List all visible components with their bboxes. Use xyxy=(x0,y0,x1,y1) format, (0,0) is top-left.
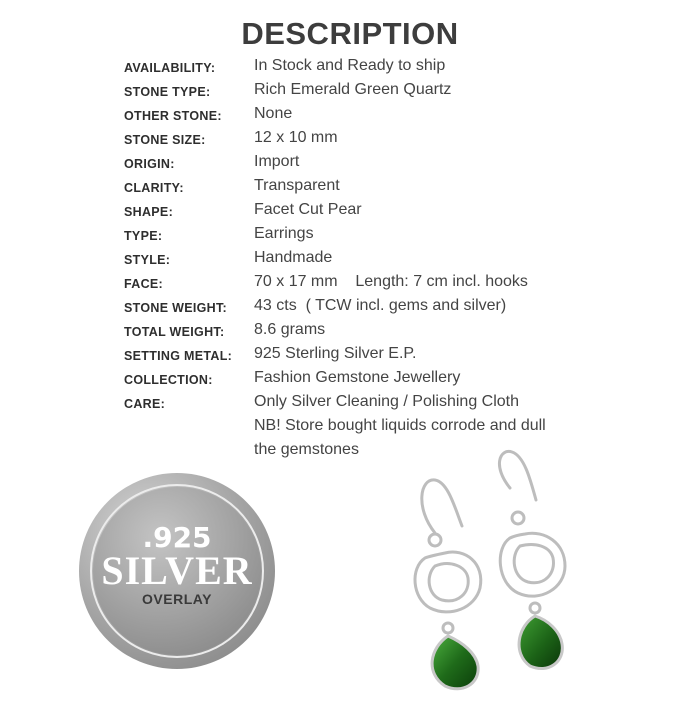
spec-label: COLLECTION: xyxy=(124,373,213,387)
spec-value: Facet Cut Pear xyxy=(254,201,362,218)
seal-silver-text: SILVER xyxy=(101,548,253,593)
spec-row-collection xyxy=(124,369,684,393)
spec-label: FACE: xyxy=(124,277,163,291)
spec-row-stone-weight xyxy=(124,297,684,321)
spec-value: 70 x 17 mm Length: 7 cm incl. hooks xyxy=(254,273,528,290)
spec-label: STONE WEIGHT: xyxy=(124,301,227,315)
spec-row-style xyxy=(124,249,684,273)
spec-value: 12 x 10 mm xyxy=(254,129,338,146)
spec-row-stone-type xyxy=(124,81,684,105)
spec-value: Earrings xyxy=(254,225,314,242)
earrings-graphic xyxy=(400,448,600,698)
spec-row-availability xyxy=(124,57,684,81)
spec-value: 43 cts ( TCW incl. gems and silver) xyxy=(254,297,507,314)
spec-value: None xyxy=(254,105,293,122)
seal-925-text: .925 xyxy=(142,521,212,554)
silver-overlay-seal xyxy=(77,471,277,671)
earrings-image xyxy=(400,448,600,698)
spec-label: STONE TYPE: xyxy=(124,85,211,99)
spec-row-clarity xyxy=(124,177,684,201)
spec-value: 925 Sterling Silver E.P. xyxy=(254,345,417,362)
spec-row-stone-size xyxy=(124,129,684,153)
page-title: DESCRIPTION xyxy=(241,16,459,51)
spec-value: 8.6 grams xyxy=(254,321,326,338)
spec-value: Import xyxy=(254,153,300,170)
spec-row-type xyxy=(124,225,684,249)
seal-overlay-text: OVERLAY xyxy=(142,591,212,607)
spec-row-total-weight xyxy=(124,321,684,345)
spec-row-face xyxy=(124,273,684,297)
spec-row-shape xyxy=(124,201,684,225)
care-note-line: NB! Store bought liquids corrode and dull xyxy=(254,417,546,434)
spec-value: In Stock and Ready to ship xyxy=(254,57,446,74)
spec-row-origin xyxy=(124,153,684,177)
spec-label: CARE: xyxy=(124,397,166,411)
spec-label: STYLE: xyxy=(124,253,171,267)
spec-value: Fashion Gemstone Jewellery xyxy=(254,369,461,386)
spec-label: STONE SIZE: xyxy=(124,133,206,147)
care-note-line: the gemstones xyxy=(254,441,359,458)
spec-label: SETTING METAL: xyxy=(124,349,233,363)
spec-label: TYPE: xyxy=(124,229,163,243)
spec-row-care-note xyxy=(124,417,684,441)
spec-label: OTHER STONE: xyxy=(124,109,222,123)
spec-value: Rich Emerald Green Quartz xyxy=(254,81,452,98)
spec-value: Only Silver Cleaning / Polishing Cloth xyxy=(254,393,520,410)
spec-value: Transparent xyxy=(254,177,340,194)
spec-label: ORIGIN: xyxy=(124,157,175,171)
spec-label: SHAPE: xyxy=(124,205,174,219)
spec-label: AVAILABILITY: xyxy=(124,61,216,75)
spec-list xyxy=(124,57,684,465)
spec-value: Handmade xyxy=(254,249,333,266)
spec-row-care xyxy=(124,393,684,417)
spec-row-setting-metal xyxy=(124,345,684,369)
spec-row-other-stone xyxy=(124,105,684,129)
spec-label: CLARITY: xyxy=(124,181,184,195)
spec-label: TOTAL WEIGHT: xyxy=(124,325,225,339)
